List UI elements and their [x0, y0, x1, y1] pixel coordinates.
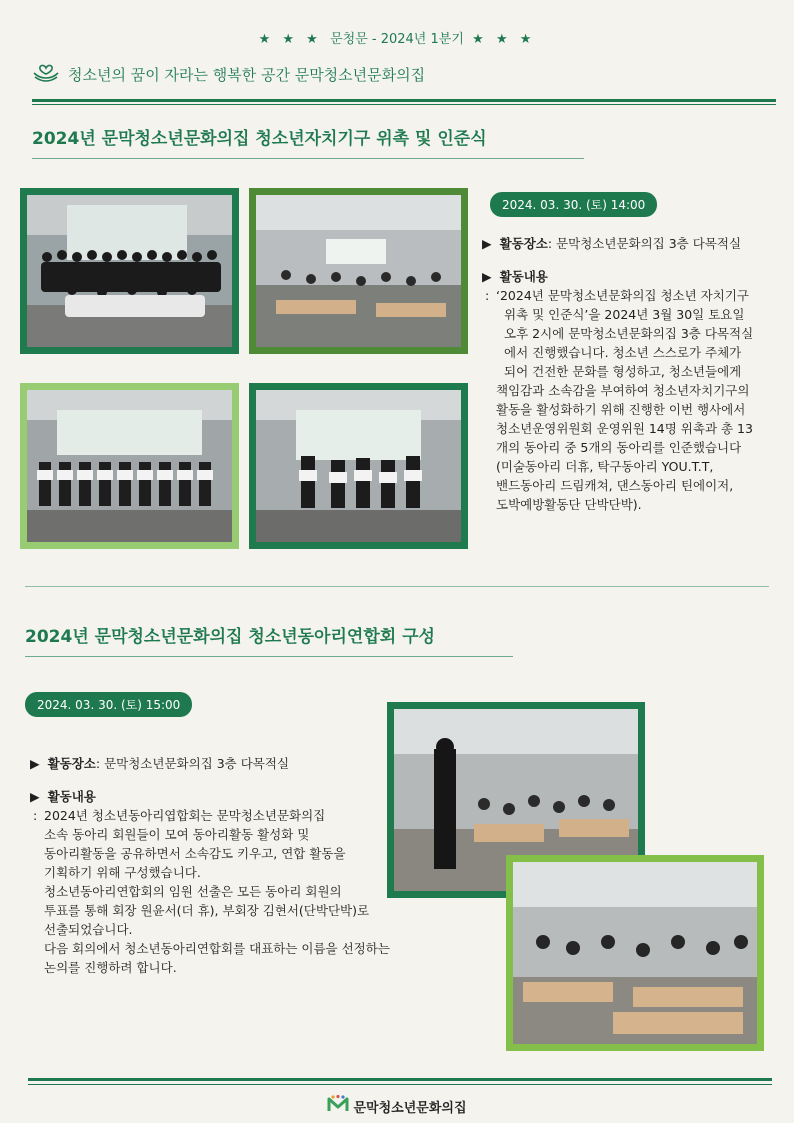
- content-line: 밴드동아리 드림캐쳐, 댄스동아리 틴에이저,: [496, 478, 734, 493]
- photo-club-representatives: [249, 383, 468, 549]
- content-line: 선출되었습니다.: [44, 922, 133, 937]
- section2-underline: [25, 656, 513, 657]
- content-line: 청소년동아리연합회의 임원 선출은 모든 동아리 회원의: [44, 884, 342, 899]
- content-line: 활동을 활성화하기 위해 진행한 이번 행사에서: [496, 402, 746, 417]
- section1-content: : ‘2024년 문막청소년문화의집 청소년 자치기구 위촉 및 인준식’을 2024년 3월 30일 토요일 오후 2시에 문막청소년문화의집 3층 다목적실 에서 진행했습니다. 청소년 스스로가 주체가 되어 건전한 문화를 형성하고, 청소년들에게 책임감과 소속감을 부여하여 청소년자치기구의 활동을 활성화하기 위해 진행한 이번 행사에서 청소년운영위원회 운영위원 14명 위촉과 총 13 개의 동아리 중 5개의 동아리를 인준했습니다 (미술동아리 더휴, 탁구동아리 YOU.T.T, 밴드동아리 드림캐쳐, 댄스동아리 틴에이저, 도박예방활동단 단박단박).: [482, 286, 782, 514]
- content-line: 다음 회의에서 청소년동아리연합회를 대표하는 이름을 선정하는: [44, 941, 390, 956]
- section1-datetime-badge: 2024. 03. 30. (토) 14:00: [490, 192, 657, 217]
- bullet-arrow-icon: ▶: [30, 756, 40, 771]
- tagline: [32, 62, 425, 86]
- stars-left: ★ ★ ★: [258, 32, 322, 47]
- section2-title: 2024년 문막청소년문화의집 청소년동아리연합회 구성: [25, 627, 435, 647]
- issue-title: 문청문 - 2024년 1분기: [330, 32, 464, 47]
- logo-mark-icon: [327, 1095, 349, 1117]
- place-value: : 문막청소년문화의집 3층 다목적실: [547, 236, 742, 251]
- place-label: 활동장소: [499, 236, 548, 251]
- content-line: (미술동아리 더휴, 탁구동아리 YOU.T.T,: [496, 459, 714, 474]
- content-line: 논의를 진행하려 합니다.: [44, 960, 177, 975]
- content-line: 에서 진행했습니다. 청소년 스스로가 주체가: [504, 345, 742, 360]
- section-divider: [25, 586, 769, 587]
- content-line: ‘2024년 문막청소년문화의집 청소년 자치기구: [496, 288, 749, 303]
- content-line: 기획하기 위해 구성했습니다.: [44, 865, 201, 880]
- bullet-arrow-icon: ▶: [30, 789, 40, 804]
- content-line: 되어 건전한 문화를 형성하고, 청소년들에게: [504, 364, 742, 379]
- footer-divider: [28, 1078, 772, 1081]
- content-line: 동아리활동을 공유하면서 소속감도 키우고, 연합 활동을: [44, 846, 346, 861]
- place-label: 활동장소: [47, 756, 96, 771]
- content-line: 2024년 청소년동아리엽합회는 문막청소년문화의집: [44, 808, 326, 823]
- place-value: : 문막청소년문화의집 3층 다목적실: [95, 756, 290, 771]
- tagline-text: 청소년의 꿈이 자라는 행복한 공간 문막청소년문화의집: [68, 65, 426, 84]
- section1-details: [482, 234, 782, 514]
- content-line: 도박예방활동단 단박단박).: [496, 497, 642, 512]
- footer-logo: [0, 1095, 794, 1117]
- stars-right: ★ ★ ★: [472, 32, 536, 47]
- photo-meeting-students: [506, 855, 764, 1051]
- section1-underline: [32, 158, 584, 159]
- heart-hands-icon: [32, 62, 60, 86]
- header-divider: [32, 99, 776, 102]
- bullet-arrow-icon: ▶: [482, 236, 492, 251]
- photo-group-ceremony: [20, 188, 239, 354]
- content-line: 책임감과 소속감을 부여하여 청소년자치기구의: [496, 383, 750, 398]
- section2-datetime-badge: 2024. 03. 30. (토) 15:00: [25, 692, 192, 717]
- content-line: 청소년운영위원회 운영위원 14명 위촉과 총 13: [496, 421, 753, 436]
- header-divider-thin: [32, 104, 776, 105]
- issue-header: [0, 28, 794, 47]
- content-line: 오후 2시에 문막청소년문화의집 3층 다목적실: [504, 326, 754, 341]
- content-line: 투표를 통해 회장 원윤서(더 휴), 부회장 김현서(단박단박)로: [44, 903, 370, 918]
- photo-certificates-row: [20, 383, 239, 549]
- content-line: 개의 동아리 중 5개의 동아리를 인준했습니다: [496, 440, 742, 455]
- bullet-arrow-icon: ▶: [482, 269, 492, 284]
- photo-hall-audience: [249, 188, 468, 354]
- content-line: 소속 동아리 회원들이 모여 동아리활동 활성화 및: [44, 827, 310, 842]
- content-line: 위촉 및 인준식’을 2024년 3월 30일 토요일: [504, 307, 745, 322]
- section1-title: 2024년 문막청소년문화의집 청소년자치기구 위촉 및 인준식: [32, 129, 487, 149]
- footer-divider-thin: [28, 1084, 772, 1085]
- footer-logo-text: 문막청소년문화의집: [353, 1100, 467, 1116]
- section2-content: : 2024년 청소년동아리엽합회는 문막청소년문화의집 소속 동아리 회원들이 모여 동아리활동 활성화 및 동아리활동을 공유하면서 소속감도 키우고, 연합 활동을 기획하기 위해 구성했습니다. 청소년동아리연합회의 임원 선출은 모든 동아리 회원의 투표를 통해 회장 원윤서(더 휴), 부회장 김현서(단박단박)로 선출되었습니다. 다음 회의에서 청소년동아리연합회를 대표하는 이름을 선정하는 논의를 진행하려 합니다.: [30, 806, 450, 977]
- content-label: 활동내용: [47, 789, 96, 804]
- content-label: 활동내용: [499, 269, 548, 284]
